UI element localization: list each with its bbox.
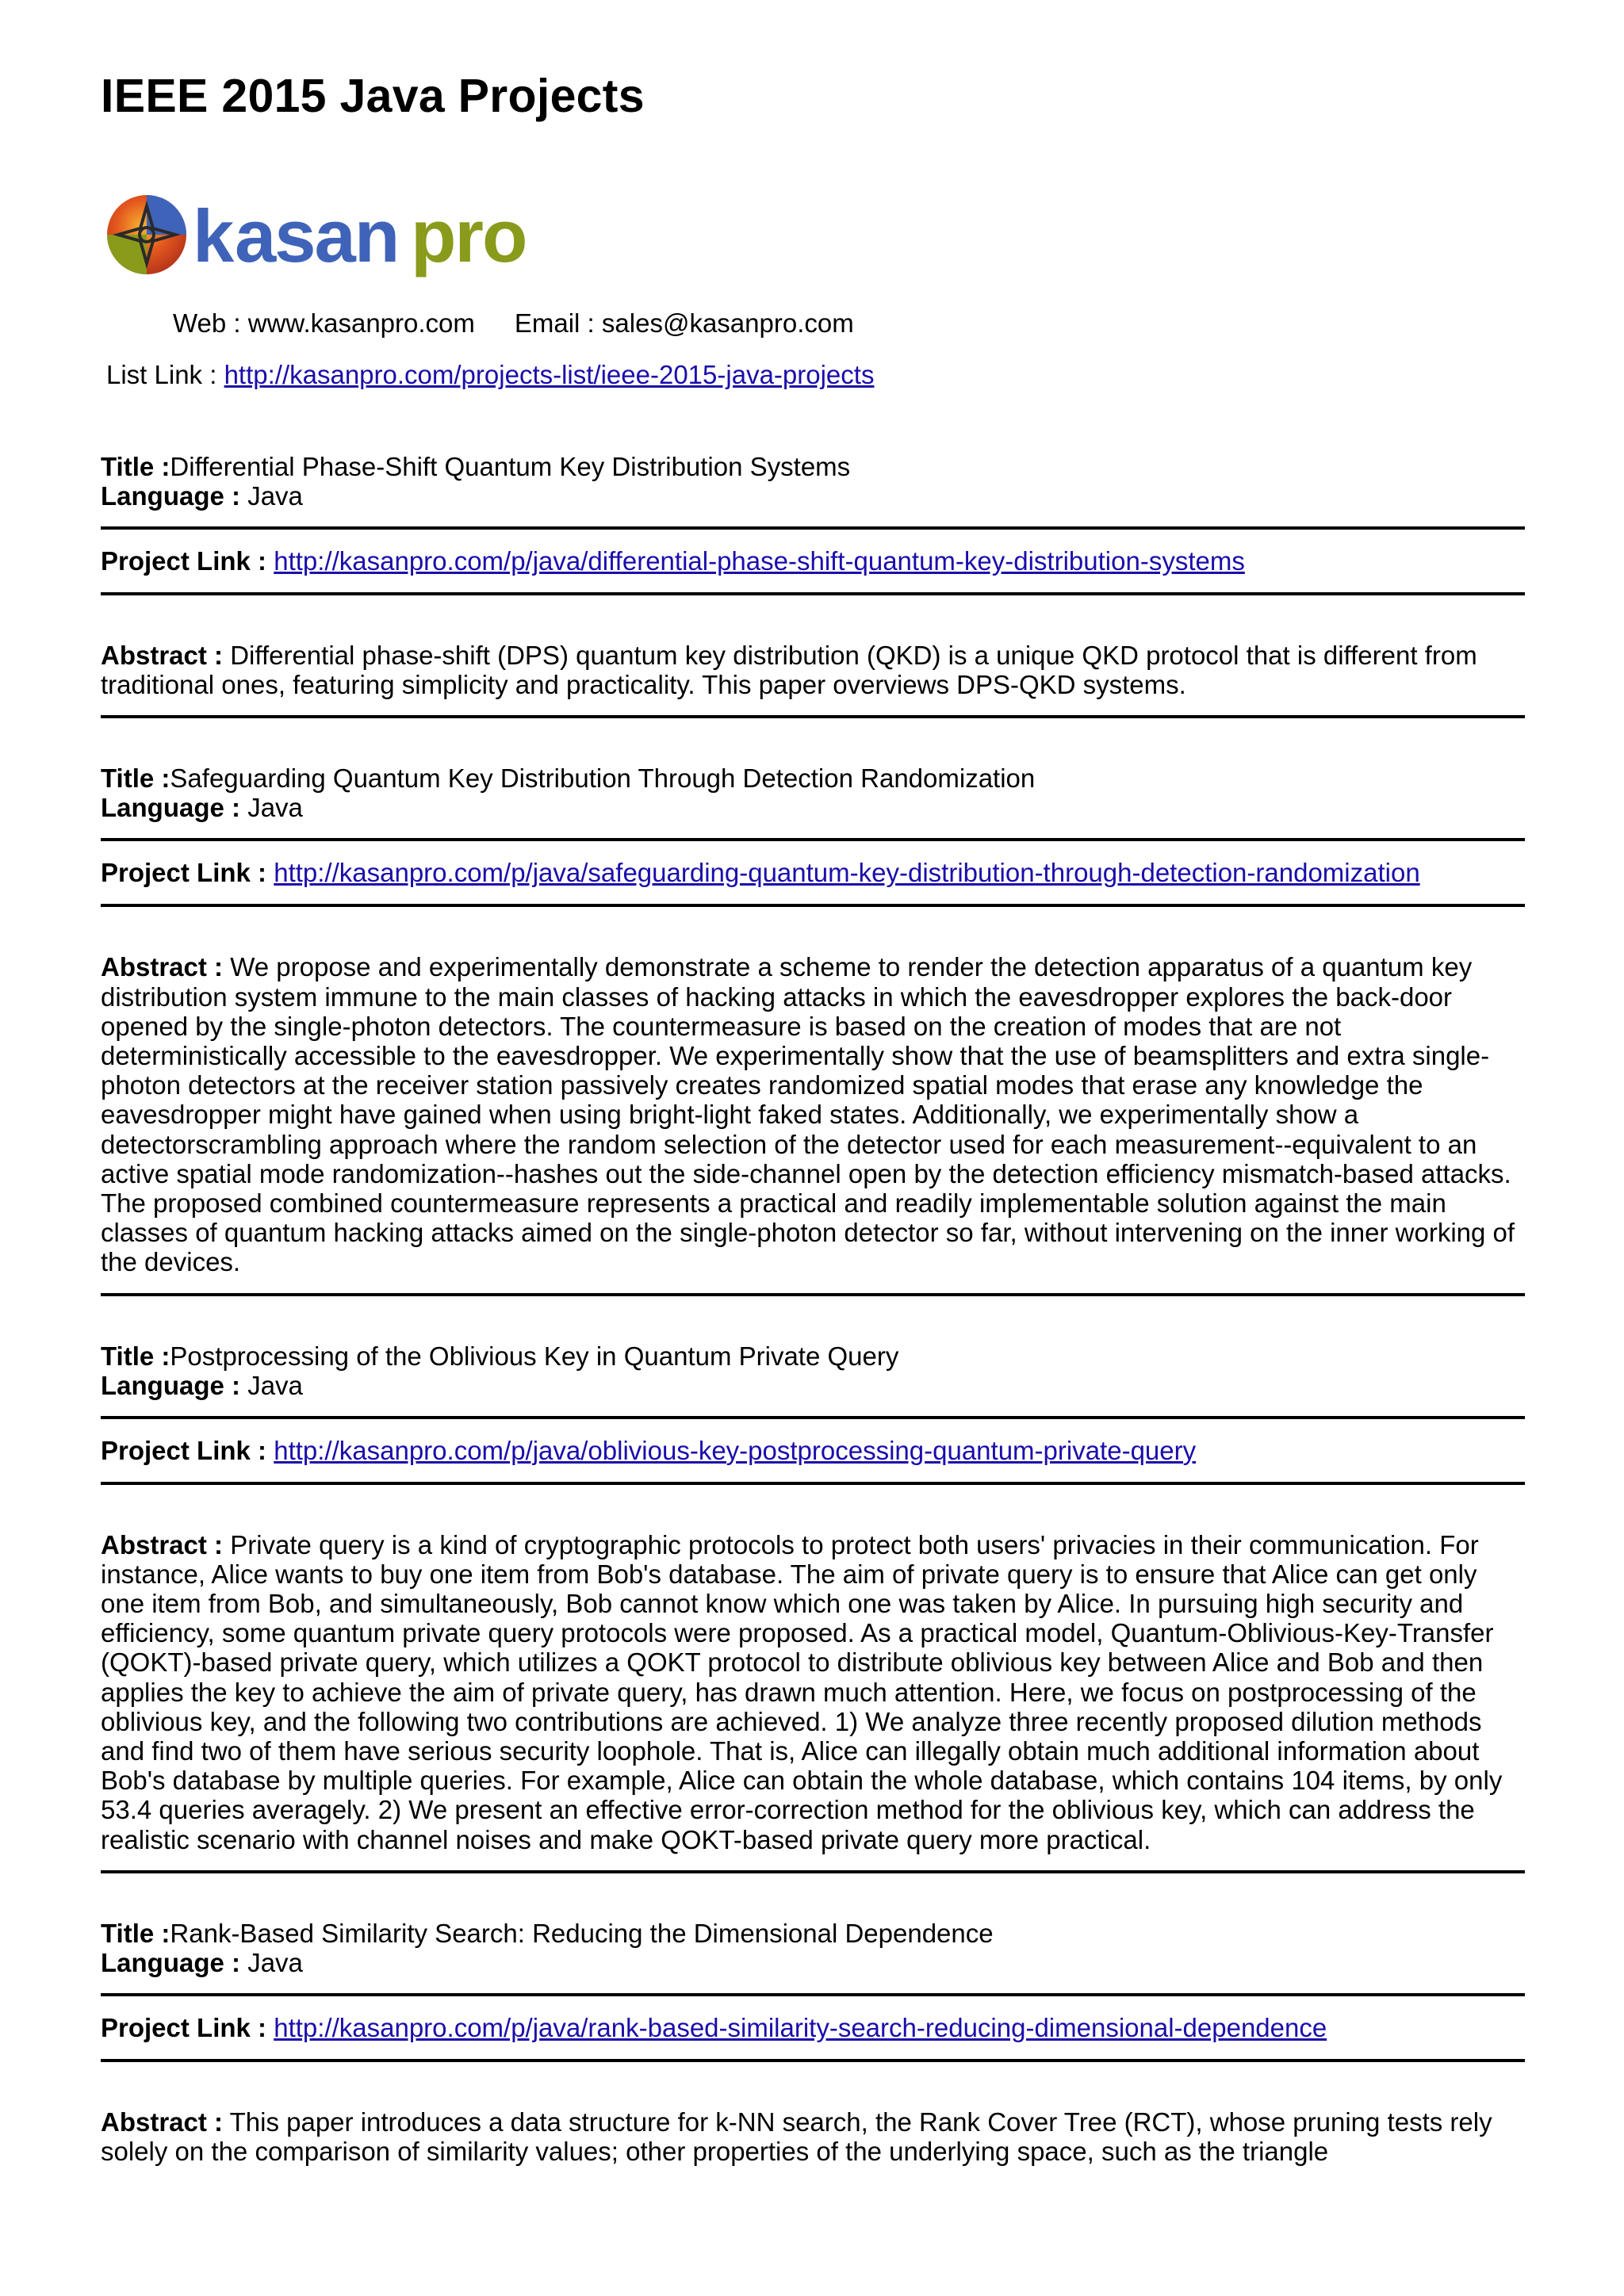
abstract-label: Abstract : bbox=[101, 641, 224, 670]
divider bbox=[101, 904, 1525, 907]
divider bbox=[101, 592, 1525, 595]
email-label: Email : bbox=[514, 308, 595, 338]
entry-title-row bbox=[101, 1341, 1525, 1371]
project-link-label: Project Link : bbox=[101, 1435, 267, 1465]
list-link-row bbox=[106, 359, 874, 391]
abstract-text: Private query is a kind of cryptographic protocols to protect both users' privacies in their communication. For instance, Alice wants to buy one item from Bob's database. The aim of private query is to ensure that Alice can get only one item from Bob, and simultaneously, Bob cannot know which one was taken by Alice. In pursuing high security and efficiency, some quantum private query protocols were proposed. As a practical model, Quantum-Oblivious-Key-Transfer (QOKT)-based private query, which utilizes a QOKT protocol to distribute oblivious key between Alice and Bob and then applies the key to achieve the aim of private query, has drawn much attention. Here, we focus on postprocessing of the oblivious key, and the following two contributions are achieved. 1) We analyze three recently proposed dilution methods and find two of them have serious security loophole. That is, Alice can illegally obtain much additional information about Bob's database by multiple queries. For example, Alice can obtain the whole database, which contains 104 items, by only 53.4 queries averagely. 2) We present an effective error-correction method for the oblivious key, which can address the realistic scenario with channel noises and make QOKT-based private query more practical. bbox=[101, 1529, 1503, 1854]
language-label: Language : bbox=[101, 1370, 241, 1400]
project-link[interactable]: http://kasanpro.com/p/java/differential-phase-shift-quantum-key-distribution-systems bbox=[274, 546, 1245, 576]
abstract-label: Abstract : bbox=[101, 952, 224, 982]
entry-title: Postprocessing of the Oblivious Key in Quantum Private Query bbox=[170, 1341, 899, 1371]
divider bbox=[101, 526, 1525, 530]
abstract-label: Abstract : bbox=[101, 1529, 224, 1559]
entry-language-row bbox=[101, 481, 1525, 511]
divider bbox=[101, 1993, 1525, 1996]
language-label: Language : bbox=[101, 1947, 241, 1977]
entry-abstract bbox=[101, 952, 1525, 1276]
list-link[interactable]: http://kasanpro.com/projects-list/ieee-2015-java-projects bbox=[224, 360, 875, 389]
svg-text:k: k bbox=[193, 194, 233, 277]
entry-title: Differential Phase-Shift Quantum Key Distribution Systems bbox=[170, 452, 851, 481]
divider bbox=[101, 2059, 1525, 2062]
kasanpro-logo bbox=[105, 189, 534, 282]
project-link[interactable]: http://kasanpro.com/p/java/rank-based-similarity-search-reducing-dimensional-dependence bbox=[274, 2012, 1327, 2042]
entry-language-row bbox=[101, 793, 1525, 822]
entry-title-row bbox=[101, 452, 1525, 481]
entry-abstract bbox=[101, 641, 1525, 699]
entry-language: Java bbox=[247, 1370, 303, 1400]
divider bbox=[101, 1870, 1525, 1873]
entry-abstract bbox=[101, 2107, 1525, 2166]
web-value[interactable]: www.kasanpro.com bbox=[247, 308, 475, 338]
project-entry bbox=[101, 1919, 1525, 2166]
entry-project-link-row bbox=[101, 546, 1525, 576]
title-label: Title : bbox=[101, 452, 170, 481]
entry-language: Java bbox=[247, 1947, 303, 1977]
project-link[interactable]: http://kasanpro.com/p/java/oblivious-key-postprocessing-quantum-private-query bbox=[274, 1435, 1197, 1465]
kasanpro-logo-image bbox=[105, 189, 534, 282]
divider bbox=[101, 1293, 1525, 1296]
project-link-label: Project Link : bbox=[101, 858, 267, 888]
entry-abstract bbox=[101, 1530, 1525, 1854]
entry-project-link-row bbox=[101, 1436, 1525, 1465]
entry-title-row bbox=[101, 1919, 1525, 1948]
document-title: IEEE 2015 Java Projects bbox=[101, 70, 645, 122]
project-link-label: Project Link : bbox=[101, 546, 267, 576]
entry-title-row bbox=[101, 763, 1525, 793]
abstract-text: This paper introduces a data structure for k-NN search, the Rank Cover Tree (RCT), whose pruning tests rely solely on the comparison of similarity values; other properties of the underlying space, such as the triangle bbox=[101, 2107, 1492, 2167]
project-link[interactable]: http://kasanpro.com/p/java/safeguarding-quantum-key-distribution-through-detection-randomization bbox=[274, 858, 1420, 888]
divider bbox=[101, 1416, 1525, 1419]
divider bbox=[101, 838, 1525, 841]
project-entry bbox=[101, 1341, 1525, 1873]
web-label: Web : bbox=[173, 308, 241, 338]
svg-text:asan: asan bbox=[235, 194, 399, 277]
contact-info bbox=[173, 308, 854, 339]
entry-language: Java bbox=[247, 793, 303, 823]
entry-language-row bbox=[101, 1371, 1525, 1400]
entry-project-link-row bbox=[101, 858, 1525, 887]
abstract-text: We propose and experimentally demonstrate a scheme to render the detection apparatus of a quantum key distribution system immune to the main classes of hacking attacks in which the eavesdropper explores the back-door opened by the single-photon detectors. The countermeasure is based on the creation of modes that are not deterministically accessible to the eavesdropper. We experimentally show that the use of beamsplitters and extra single-photon detectors at the receiver station passively creates randomized spatial modes that erase any knowledge the eavesdropper might have gained when using bright-light faked states. Additionally, we experimentally show a detectorscrambling approach where the random selection of the detector used for each measurement--equivalent to an active spatial mode randomization--hashes out the side-channel open by the detection efficiency mismatch-based attacks. The proposed combined countermeasure represents a practical and readily implementable solution against the main classes of quantum hacking attacks aimed on the single-photon detector so far, without intervening on the inner working of the devices. bbox=[101, 952, 1515, 1277]
list-link-label: List Link : bbox=[106, 360, 217, 389]
divider bbox=[101, 715, 1525, 718]
svg-text:pro: pro bbox=[411, 194, 527, 277]
project-entry bbox=[101, 452, 1525, 718]
project-entry bbox=[101, 763, 1525, 1295]
title-label: Title : bbox=[101, 1341, 170, 1371]
entry-project-link-row bbox=[101, 2013, 1525, 2042]
language-label: Language : bbox=[101, 481, 241, 511]
email-value[interactable]: sales@kasanpro.com bbox=[601, 308, 854, 338]
divider bbox=[101, 1482, 1525, 1485]
abstract-label: Abstract : bbox=[101, 2107, 224, 2137]
language-label: Language : bbox=[101, 793, 241, 823]
abstract-text: Differential phase-shift (DPS) quantum key distribution (QKD) is a unique QKD protocol that is different from traditional ones, featuring simplicity and practicality. This paper overviews DPS-QKD systems. bbox=[101, 641, 1477, 700]
project-link-label: Project Link : bbox=[101, 2012, 267, 2042]
entry-language-row bbox=[101, 1948, 1525, 1977]
entry-title: Rank-Based Similarity Search: Reducing the Dimensional Dependence bbox=[170, 1918, 994, 1948]
entry-language: Java bbox=[247, 481, 303, 511]
title-label: Title : bbox=[101, 1918, 170, 1948]
project-list bbox=[101, 452, 1525, 2166]
title-label: Title : bbox=[101, 763, 170, 794]
entry-title: Safeguarding Quantum Key Distribution Through Detection Randomization bbox=[170, 763, 1036, 794]
